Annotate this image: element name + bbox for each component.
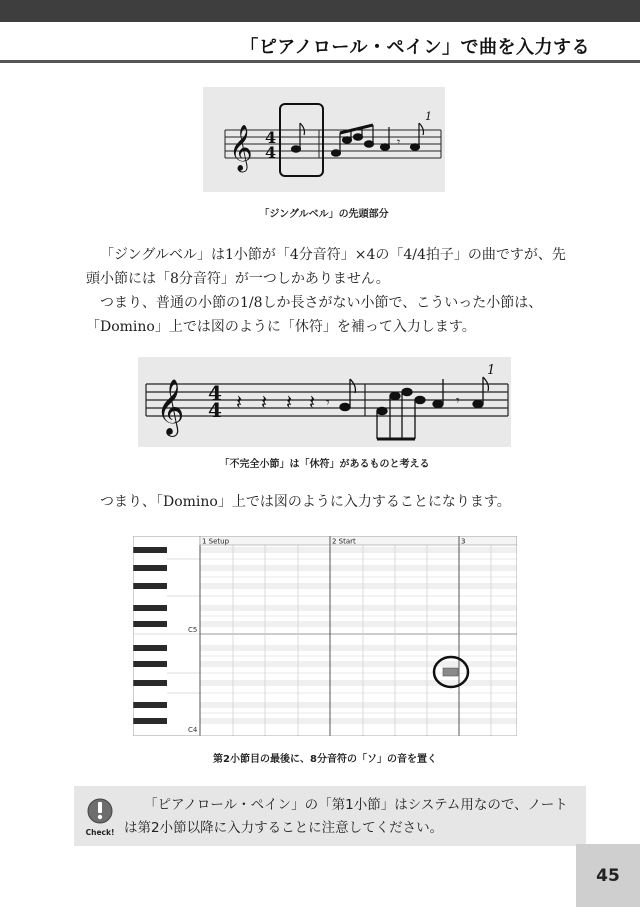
note-line: 「ピアノロール・ペイン」の「第1小節」はシステム用なので、ノート (144, 797, 568, 813)
paragraph-line: 「Domino」上では図のように「休符」を補って入力します。 (86, 319, 476, 335)
placed-note (443, 668, 458, 676)
marker-start: 2 Start (332, 537, 356, 546)
header-bar (0, 0, 640, 22)
figure-incomplete-measure (138, 357, 511, 447)
header-rule (0, 60, 640, 63)
svg-text:𝄽: 𝄽 (261, 390, 268, 414)
paragraph-line: つまり、「Domino」上では図のように入力することになります。 (100, 494, 511, 510)
time-signature-top: 4 (208, 381, 222, 405)
check-note-box (74, 786, 586, 846)
piano-roll-screenshot (133, 536, 517, 736)
marker-setup: 1 Setup (202, 537, 230, 546)
measure-number: 1 (425, 110, 432, 123)
page-number-tab (576, 844, 640, 907)
highlight-box (280, 104, 323, 176)
check-icon-label: Check! (86, 828, 115, 837)
svg-text:𝄾: 𝄾 (397, 135, 401, 149)
treble-clef-icon: 𝄞 (156, 379, 185, 435)
svg-text:𝄽: 𝄽 (236, 390, 243, 414)
paragraph-1 (86, 243, 586, 339)
octave-label-c4: C4 (188, 726, 198, 734)
check-note-text (124, 794, 574, 840)
measure-number: 1 (487, 363, 496, 378)
marker-3: 3 (461, 537, 466, 546)
figure-jingle-bells-opening (203, 87, 445, 192)
time-signature-bottom: 4 (265, 143, 277, 162)
paragraph-line: 「ジングルベル」は1小節が「4分音符」×4の「4/4拍子」の曲ですが、先 (100, 247, 566, 263)
figure1-caption: 「ジングルベル」の先頭部分 (259, 209, 389, 220)
treble-clef-icon: 𝄞 (229, 125, 253, 171)
time-signature-bottom: 4 (208, 398, 222, 422)
svg-text:𝄽: 𝄽 (309, 390, 316, 414)
paragraph-2 (100, 490, 580, 514)
paragraph-line: つまり、普通の小節の1/8しか長さがない小節で、こういった小節は、 (100, 295, 543, 311)
check-icon (86, 795, 118, 839)
page-title: 「ピアノロール・ペイン」で曲を入力する (240, 37, 590, 58)
svg-text:𝄽: 𝄽 (286, 390, 293, 414)
time-signature-top: 4 (265, 128, 277, 147)
paragraph-line: 頭小節には「8分音符」が一つしかありません。 (86, 271, 390, 287)
note-line: は第2小節以降に入力することに注意してください。 (124, 820, 444, 836)
piano-roll-caption: 第2小節目の最後に、8分音符の「ソ」の音を置く (213, 754, 437, 765)
figure2-caption: 「不完全小節」は「休符」があるものと考える (219, 459, 430, 470)
svg-text:𝄾: 𝄾 (326, 395, 330, 411)
marker-ruler (200, 536, 517, 545)
svg-text:𝄾: 𝄾 (456, 393, 460, 409)
octave-label-c5: C5 (188, 626, 198, 634)
page-number: 45 (596, 866, 620, 886)
